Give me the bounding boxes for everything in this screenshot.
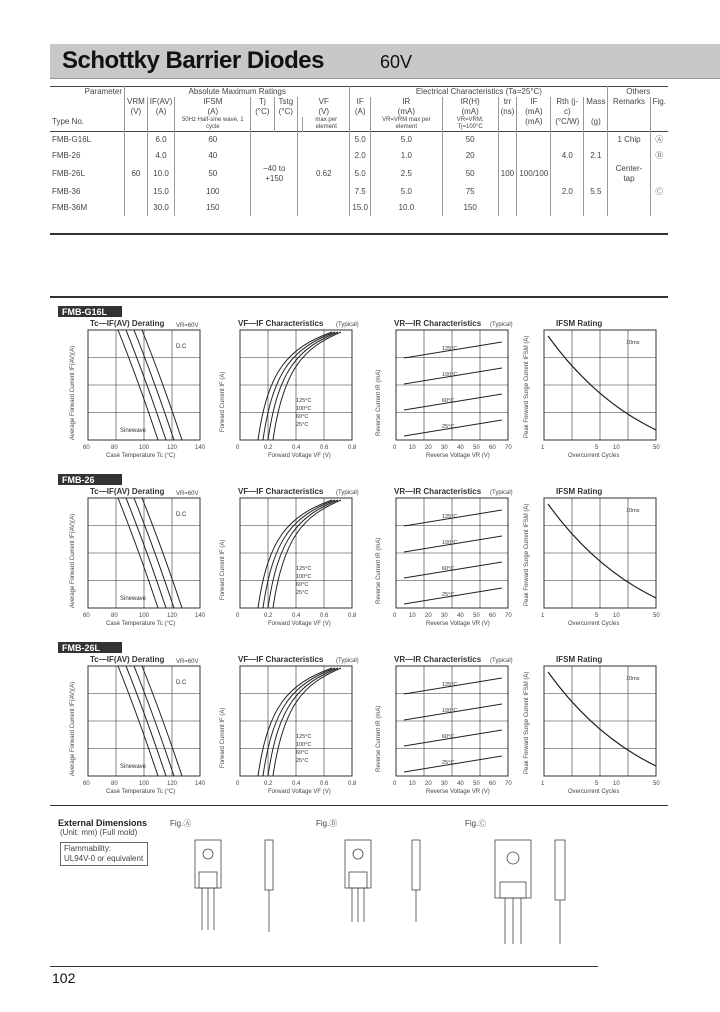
temp-label: 25°C (442, 760, 455, 766)
col-ifsm: IFSM (A) (175, 97, 251, 117)
derating-xlabel: Case Temperature Tc (°C) (106, 453, 176, 459)
vf-xlabel: Forward Voltage VF (V) (268, 621, 331, 627)
package-a-drawing (195, 840, 273, 932)
ifsm-ylabel: Peak Forward Surge Current IFSM (A) (524, 671, 530, 774)
if-cell: 5.0 (350, 132, 371, 149)
rth-cell (551, 200, 584, 216)
x-tick: 80 (111, 613, 118, 619)
x-tick: 40 (457, 613, 464, 619)
others-header: Others (608, 87, 668, 98)
trr-cell: 100 (498, 164, 517, 184)
flam-title: Flammability: (64, 844, 112, 853)
vf-note: max per element (303, 117, 350, 132)
mass-cell: 5.5 (584, 184, 608, 200)
temp-label: 25°C (296, 590, 309, 596)
vf-ylabel: Forward Current IF (A) (220, 539, 226, 600)
derating-ylabel: Average Forward Current IF(AV)(A) (70, 513, 76, 608)
x-tick: 10 (613, 781, 620, 787)
x-tick: 0.6 (320, 613, 329, 619)
x-tick: 50 (473, 445, 480, 451)
derating-xlabel: Case Temperature Tc (°C) (106, 789, 176, 795)
col-tstg: Tstg (°C) (274, 97, 298, 117)
ifav-cell: 10.0 (147, 164, 175, 184)
dc-label: D.C (176, 344, 187, 350)
vr-ylabel: Reverse Current IR (mA) (376, 369, 382, 436)
vf-curve (258, 332, 332, 440)
x-tick: 0 (393, 613, 397, 619)
block-label: FMB-G16L (62, 307, 107, 317)
vr-note: VR=60V (176, 491, 199, 497)
type-cell: FMB-26L (52, 169, 85, 178)
temp-label: 100°C (296, 574, 312, 580)
x-tick: 80 (111, 445, 118, 451)
x-tick: 140 (195, 613, 206, 619)
x-tick: 10 (409, 781, 416, 787)
x-tick: 1 (541, 781, 545, 787)
x-tick: 0 (236, 613, 240, 619)
mass-cell (584, 132, 608, 149)
col-trr: trr (ns) (498, 97, 517, 117)
ext-rule (50, 805, 668, 806)
mass-cell (584, 200, 608, 216)
ifsm-note: 10ms (626, 508, 640, 514)
table-row (50, 132, 668, 149)
x-tick: 10 (409, 613, 416, 619)
x-tick: 30 (441, 613, 448, 619)
page-number: 102 (52, 970, 76, 986)
fig-cell (650, 200, 668, 216)
vrm-cell (125, 148, 148, 164)
x-tick: 120 (167, 781, 178, 787)
table-row (50, 184, 668, 200)
irh-cell: 75 (442, 184, 498, 200)
x-tick: 0.8 (348, 781, 357, 787)
x-tick: 5 (595, 781, 599, 787)
x-tick: 10 (409, 445, 416, 451)
irr-cell (517, 184, 551, 200)
vr-ylabel: Reverse Current IR (mA) (376, 705, 382, 772)
col-remarks: Remarks (608, 97, 650, 117)
charts-svg (0, 300, 720, 820)
x-tick: 60 (489, 613, 496, 619)
vr-typ: (Typical) (490, 658, 513, 664)
col-vrm: VRM (V) (125, 97, 148, 117)
fig-cell: Ⓑ (650, 148, 668, 164)
col-rth: Rth (j-c) (551, 97, 584, 117)
x-tick: 100 (139, 613, 150, 619)
vf-ylabel: Forward Current IF (A) (220, 371, 226, 432)
col-tj: Tj (°C) (251, 97, 274, 117)
irr-cell (517, 148, 551, 164)
mass-unit: (g) (584, 117, 608, 132)
x-tick: 0.2 (264, 781, 273, 787)
tj-tstg-cell (251, 148, 298, 164)
ifav-cell: 6.0 (147, 132, 175, 149)
x-tick: 0 (393, 781, 397, 787)
table-bottom-rule (50, 233, 668, 235)
if-cell: 5.0 (350, 164, 371, 184)
rth-cell: 4.0 (551, 148, 584, 164)
ifsm-ylabel: Peak Forward Surge Current IFSM (A) (524, 503, 530, 606)
temp-label: 60°C (296, 414, 309, 420)
temp-label: 25°C (442, 592, 455, 598)
ir-cell: 10.0 (370, 200, 442, 216)
remarks-cell: Center-tap (608, 164, 650, 184)
irh-cell: 50 (442, 164, 498, 184)
ifav-cell: 30.0 (147, 200, 175, 216)
temp-label: 100°C (442, 540, 458, 546)
ifsm-curve (548, 336, 656, 430)
col-irh: IR(H) (mA) (442, 97, 498, 117)
x-tick: 0.6 (320, 781, 329, 787)
x-tick: 30 (441, 781, 448, 787)
vf-cell (298, 148, 350, 164)
ifsm-xlabel: Overcurrent Cycles (568, 789, 620, 795)
ifsm-title: IFSM Rating (556, 655, 603, 664)
ifsm-ylabel: Peak Forward Surge Current IFSM (A) (524, 335, 530, 438)
table-row (50, 148, 668, 164)
fig-c-label: Fig.Ⓒ (465, 819, 487, 828)
x-tick: 0.2 (264, 613, 273, 619)
if-cell: 15.0 (350, 200, 371, 216)
x-tick: 0.4 (292, 781, 301, 787)
vr-title: VR—IR Characteristics (394, 655, 482, 664)
table-row (50, 200, 668, 216)
type-header: Type No. (52, 117, 85, 126)
ifsm-title: IFSM Rating (556, 319, 603, 328)
irh-cell: 150 (442, 200, 498, 216)
x-tick: 120 (167, 613, 178, 619)
rth-cell (551, 164, 584, 184)
vf-title: VF—IF Characteristics (238, 487, 324, 496)
remarks-cell (608, 184, 650, 200)
irr-unit: (mA) (517, 117, 551, 132)
x-tick: 0.4 (292, 445, 301, 451)
vr-ylabel: Reverse Current IR (mA) (376, 537, 382, 604)
x-tick: 20 (425, 781, 432, 787)
x-tick: 1 (541, 445, 545, 451)
vf-title: VF—IF Characteristics (238, 319, 324, 328)
irr-cell: 100/100 (517, 164, 551, 184)
x-tick: 70 (505, 445, 512, 451)
vf-cell (298, 184, 350, 200)
trr-cell (498, 184, 517, 200)
x-tick: 60 (489, 445, 496, 451)
vr-note: VR=60V (176, 323, 199, 329)
x-tick: 120 (167, 445, 178, 451)
ifsm-cell: 150 (175, 200, 251, 216)
tj-tstg-cell (251, 132, 298, 149)
x-tick: 140 (195, 781, 206, 787)
x-tick: 60 (489, 781, 496, 787)
flam-value: UL94V-0 or equivalent (64, 854, 144, 863)
x-tick: 5 (595, 613, 599, 619)
x-tick: 30 (441, 445, 448, 451)
temp-label: 60°C (296, 750, 309, 756)
ifsm-title: IFSM Rating (556, 487, 603, 496)
type-cell: FMB-36 (52, 187, 81, 196)
vf-xlabel: Forward Voltage VF (V) (268, 453, 331, 459)
fig-cell: Ⓒ (650, 184, 668, 200)
type-cell: FMB-26 (52, 151, 81, 160)
ir-cell: 5.0 (370, 132, 442, 149)
type-cell: FMB-36M (52, 203, 88, 212)
temp-label: 60°C (296, 582, 309, 588)
x-tick: 5 (595, 445, 599, 451)
ifsm-cell: 50 (175, 164, 251, 184)
x-tick: 20 (425, 613, 432, 619)
x-tick: 20 (425, 445, 432, 451)
x-tick: 40 (457, 781, 464, 787)
remarks-cell (608, 200, 650, 216)
vf-typ: (Typical) (336, 490, 359, 496)
x-tick: 60 (83, 613, 90, 619)
voltage-rating: 60V (380, 52, 413, 72)
temp-label: 125°C (296, 566, 312, 572)
temp-label: 125°C (442, 682, 458, 688)
col-ifav: IF(AV) (A) (147, 97, 175, 117)
fig-b-label: Fig.Ⓑ (316, 819, 338, 828)
sinewave-label: Sinewave (120, 428, 147, 434)
x-tick: 0.6 (320, 445, 329, 451)
x-tick: 50 (473, 613, 480, 619)
temp-label: 125°C (442, 346, 458, 352)
ifsm-xlabel: Overcurrent Cycles (568, 453, 620, 459)
tj-tstg-cell (251, 200, 298, 216)
x-tick: 60 (83, 781, 90, 787)
ifav-cell: 15.0 (147, 184, 175, 200)
irh-cell: 20 (442, 148, 498, 164)
vf-typ: (Typical) (336, 322, 359, 328)
ext-dim-units: (Unit: mm) (Full mold) (60, 828, 138, 837)
vf-curve (258, 500, 332, 608)
x-tick: 0.8 (348, 613, 357, 619)
elec-header: Electrical Characteristics (Ta=25°C) (350, 87, 608, 98)
vr-title: VR—IR Characteristics (394, 487, 482, 496)
ifsm-note: 10ms (626, 340, 640, 346)
x-tick: 50 (653, 613, 660, 619)
vf-cell (298, 200, 350, 216)
table-row (50, 164, 668, 184)
dc-label: D.C (176, 512, 187, 518)
col-fig: Fig. (650, 97, 668, 117)
if-cell: 2.0 (350, 148, 371, 164)
tj-tstg-cell: −40 to +150 (251, 164, 298, 184)
ifsm-note: 10ms (626, 676, 640, 682)
x-tick: 10 (613, 445, 620, 451)
x-tick: 0.8 (348, 445, 357, 451)
x-tick: 40 (457, 445, 464, 451)
outline-drawings (0, 812, 720, 972)
package-c-drawing (495, 840, 565, 944)
vr-xlabel: Reverse Voltage VR (V) (426, 453, 490, 459)
vf-ylabel: Forward Current IF (A) (220, 707, 226, 768)
mass-cell (584, 164, 608, 184)
package-b-drawing (345, 840, 420, 922)
derating-title: Tc—IF(AV) Derating (90, 487, 165, 496)
ifav-cell: 4.0 (147, 148, 175, 164)
temp-label: 125°C (442, 514, 458, 520)
rth-cell: 2.0 (551, 184, 584, 200)
x-tick: 50 (653, 781, 660, 787)
ifsm-xlabel: Overcurrent Cycles (568, 621, 620, 627)
ir-cell: 1.0 (370, 148, 442, 164)
temp-label: 100°C (442, 708, 458, 714)
ifsm-curve (548, 504, 656, 598)
derating-title: Tc—IF(AV) Derating (90, 319, 165, 328)
ir-cell: 2.5 (370, 164, 442, 184)
temp-label: 25°C (296, 758, 309, 764)
dc-label: D.C (176, 680, 187, 686)
fig-cell (650, 164, 668, 184)
spec-table (50, 86, 668, 216)
x-tick: 140 (195, 445, 206, 451)
vr-typ: (Typical) (490, 490, 513, 496)
trr-cell (498, 132, 517, 149)
irh-cell: 50 (442, 132, 498, 149)
irh-note: VR=VRM, Tj=100°C (442, 117, 498, 132)
irr-cell (517, 132, 551, 149)
rth-cell (551, 132, 584, 149)
derating-ylabel: Average Forward Current IF(AV)(A) (70, 345, 76, 440)
sinewave-label: Sinewave (120, 596, 147, 602)
derating-xlabel: Case Temperature Tc (°C) (106, 621, 176, 627)
vr-title: VR—IR Characteristics (394, 319, 482, 328)
col-vf: VF (V) (298, 97, 350, 117)
x-tick: 1 (541, 613, 545, 619)
temp-label: 100°C (296, 742, 312, 748)
if-cell: 7.5 (350, 184, 371, 200)
ifsm-cell: 40 (175, 148, 251, 164)
ifsm-cell: 60 (175, 132, 251, 149)
col-irr: IF (mA) (517, 97, 551, 117)
temp-label: 60°C (442, 398, 455, 404)
col-if: IF (A) (350, 97, 371, 117)
temp-label: 125°C (296, 734, 312, 740)
vrm-cell (125, 200, 148, 216)
ir-cell: 5.0 (370, 184, 442, 200)
x-tick: 0 (236, 781, 240, 787)
rth-unit: (°C/W) (551, 117, 584, 132)
x-tick: 100 (139, 445, 150, 451)
derating-ylabel: Average Forward Current IF(AV)(A) (70, 681, 76, 776)
vf-typ: (Typical) (336, 658, 359, 664)
mass-cell: 2.1 (584, 148, 608, 164)
remarks-cell (608, 148, 650, 164)
ifsm-cell: 100 (175, 184, 251, 200)
irr-cell (517, 200, 551, 216)
x-tick: 0.2 (264, 445, 273, 451)
vf-title: VF—IF Characteristics (238, 655, 324, 664)
col-mass: Mass (584, 97, 608, 117)
remarks-cell: 1 Chip (608, 132, 650, 149)
fig-cell: Ⓐ (650, 132, 668, 149)
vr-xlabel: Reverse Voltage VR (V) (426, 621, 490, 627)
x-tick: 50 (653, 445, 660, 451)
x-tick: 0 (393, 445, 397, 451)
x-tick: 100 (139, 781, 150, 787)
x-tick: 10 (613, 613, 620, 619)
ifsm-note: 50Hz Half-sine wave, 1 cycle (175, 117, 251, 132)
temp-label: 25°C (296, 422, 309, 428)
temp-label: 60°C (442, 734, 455, 740)
block-label: FMB-26L (62, 643, 100, 653)
temp-label: 100°C (296, 406, 312, 412)
tj-tstg-cell (251, 184, 298, 200)
page-title: Schottky Barrier Diodes (62, 47, 324, 74)
param-header: Parameter (84, 87, 122, 96)
x-tick: 60 (83, 445, 90, 451)
type-cell: FMB-G16L (52, 135, 92, 144)
ext-dim-title: External Dimensions (58, 818, 148, 828)
ifsm-curve (548, 672, 656, 766)
sinewave-label: Sinewave (120, 764, 147, 770)
vrm-cell: 60 (125, 164, 148, 184)
x-tick: 50 (473, 781, 480, 787)
vrm-cell (125, 132, 148, 149)
x-tick: 0.4 (292, 613, 301, 619)
x-tick: 70 (505, 781, 512, 787)
fig-a-label: Fig.Ⓐ (170, 819, 192, 828)
vf-curve (258, 668, 332, 776)
temp-label: 100°C (442, 372, 458, 378)
x-tick: 0 (236, 445, 240, 451)
trr-cell (498, 148, 517, 164)
x-tick: 80 (111, 781, 118, 787)
temp-label: 125°C (296, 398, 312, 404)
abs-max-header: Absolute Maximum Ratings (125, 87, 350, 98)
x-tick: 70 (505, 613, 512, 619)
temp-label: 25°C (442, 424, 455, 430)
vf-cell (298, 132, 350, 149)
ir-note: VR=VRM max per element (370, 117, 442, 132)
col-ir: IR (mA) (370, 97, 442, 117)
charts-rule (50, 296, 668, 298)
trr-cell (498, 200, 517, 216)
vf-cell: 0.62 (298, 164, 350, 184)
derating-title: Tc—IF(AV) Derating (90, 655, 165, 664)
temp-label: 60°C (442, 566, 455, 572)
footer-rule (50, 966, 598, 967)
vr-typ: (Typical) (490, 322, 513, 328)
vf-xlabel: Forward Voltage VF (V) (268, 789, 331, 795)
block-label: FMB-26 (62, 475, 95, 485)
vrm-cell (125, 184, 148, 200)
vr-xlabel: Reverse Voltage VR (V) (426, 789, 490, 795)
vr-note: VR=60V (176, 659, 199, 665)
